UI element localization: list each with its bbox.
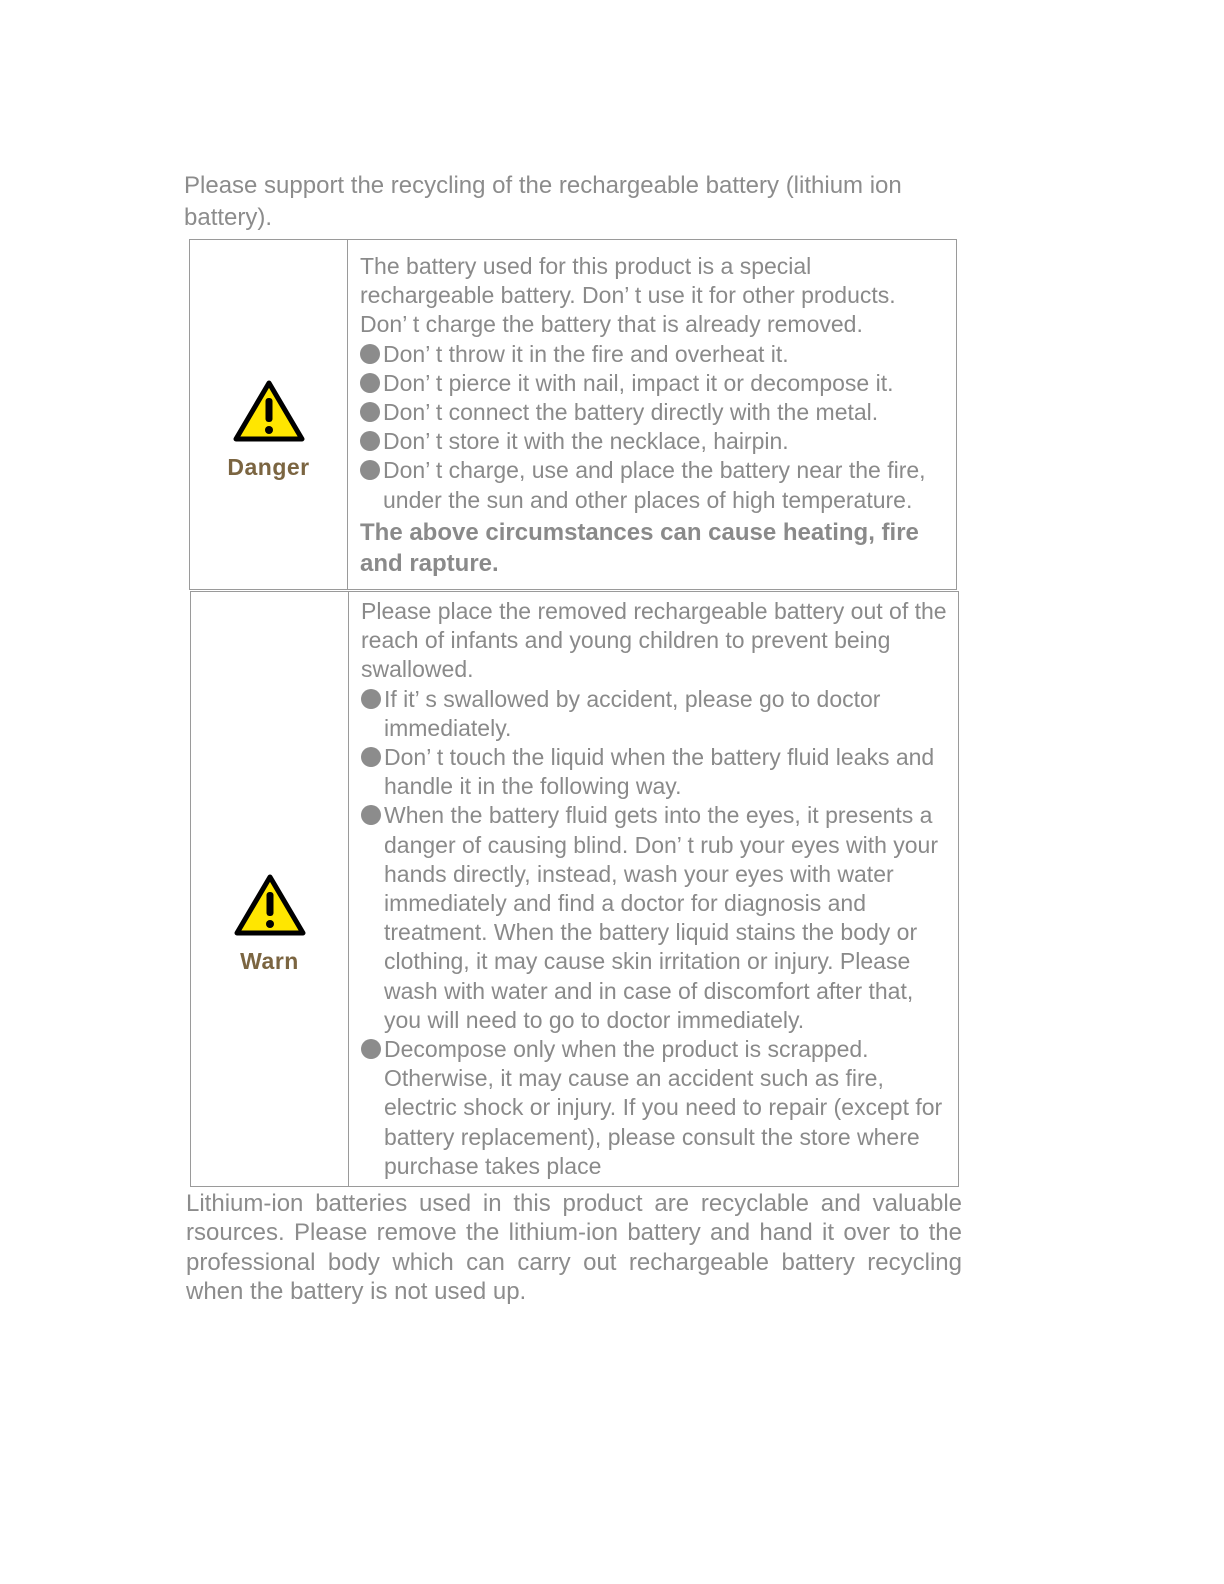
warn-sign <box>191 874 348 975</box>
warn-label: Warn <box>240 948 299 974</box>
bullet-icon <box>361 805 381 825</box>
bullet-icon <box>360 344 380 364</box>
danger-sign <box>190 380 347 481</box>
warning-triangle-icon <box>234 874 306 936</box>
list-item: Decompose only when the product is scrapped. Otherwise, it may cause an accident such as fire, electric shock or injury. If you need to repair (except for battery replacement), please consult the store where purchase takes place <box>361 1035 950 1181</box>
intro-text: Please support the recycling of the rechargeable battery (lithium ion battery). <box>184 172 902 231</box>
bullet-icon <box>361 689 381 709</box>
bullet-icon <box>361 747 381 767</box>
warn-label-cell <box>191 592 349 1186</box>
list-item: Don’ t charge, use and place the battery near the fire, under the sun and other places of high temperature. <box>360 456 948 514</box>
list-item: Don’ t connect the battery directly with the metal. <box>360 398 948 427</box>
warn-section <box>190 591 959 1187</box>
warn-content <box>349 592 958 1186</box>
danger-intro: The battery used for this product is a special rechargeable battery. Don’ t use it for other products. Don’ t charge the battery that is already removed. <box>360 253 896 338</box>
warn-intro: Please place the removed rechargeable battery out of the reach of infants and young children to prevent being swallowed. <box>361 598 947 683</box>
warning-triangle-icon <box>233 380 305 442</box>
list-item: If it’ s swallowed by accident, please go to doctor immediately. <box>361 685 950 743</box>
bullet-icon <box>360 402 380 422</box>
list-item: Don’ t touch the liquid when the battery fluid leaks and handle it in the following way. <box>361 743 950 801</box>
outro-text: Lithium-ion batteries used in this product are recyclable and valuable rsources. Please remove the lithium-ion battery and hand it over to the professional body which can carry out rechargeable battery recycling when the battery is not used up. <box>186 1190 962 1305</box>
bullet-icon <box>360 373 380 393</box>
danger-content <box>348 240 956 589</box>
danger-label-cell <box>190 240 348 589</box>
danger-label: Danger <box>227 454 310 480</box>
danger-note: The above circumstances can cause heating, fire and rapture. <box>360 518 919 577</box>
list-item: Don’ t pierce it with nail, impact it or decompose it. <box>360 369 948 398</box>
list-item: Don’ t throw it in the fire and overheat it. <box>360 340 948 369</box>
list-item: When the battery fluid gets into the eyes, it presents a danger of causing blind. Don’ t rub your eyes with your hands directly, instead, wash your eyes with water immediately and find a doctor for diagnosis and treatment. When the battery liquid stains the body or clothing, it may cause skin irritation or injury. Please wash with water and in case of discomfort after that, you will need to go to doctor immediately. <box>361 801 950 1035</box>
bullet-icon <box>360 460 380 480</box>
bullet-icon <box>361 1039 381 1059</box>
danger-section <box>189 239 957 590</box>
list-item: Don’ t store it with the necklace, hairpin. <box>360 427 948 456</box>
bullet-icon <box>360 431 380 451</box>
